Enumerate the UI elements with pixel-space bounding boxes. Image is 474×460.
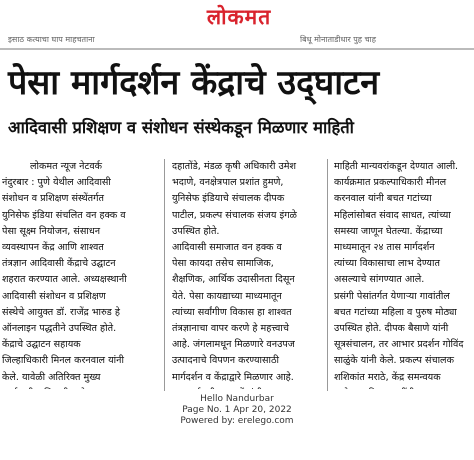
article-line: बचत गटांच्या महिला व पुरुष मोठ्या: [334, 306, 457, 318]
footer-powered-by: Powered by: erelego.com: [180, 416, 294, 426]
article-line: भदाणे, वनक्षेत्रपाल प्रशांत हुमणे,: [172, 177, 284, 189]
article-line: नंदुरबार : पुणे येथील आदिवासी: [2, 177, 111, 189]
article-line: तंत्रज्ञान आदिवासी केंद्राचे उद्घाटन: [2, 258, 116, 270]
article-line: युनिसेफ इंडिया संचलित वन हक्क व: [2, 209, 126, 221]
column-3-body: [334, 159, 474, 389]
article-line: शहरात करण्यात आले. अध्यक्षस्थानी: [2, 274, 127, 286]
article-line: आदिवासी संशोधन व प्रशिक्षण: [2, 290, 106, 302]
column-3: [334, 159, 474, 389]
article-line: आदिवासी समाजात वन हक्क व: [172, 242, 282, 254]
article-line: साळुंके यांनी केले. प्रकल्प संचालक: [334, 355, 454, 367]
subheadline: आदिवासी प्रशिक्षण व संशोधन संस्थेकडून मिळणार माहिती: [8, 118, 354, 137]
article-line: उपस्थित होते. दीपक बैसाणे यांनी: [334, 323, 449, 335]
article-line: त्यांच्या सर्वांगीण विकास हा शाश्वत: [172, 306, 292, 318]
top-divider: [0, 48, 474, 50]
article-line: दहातोंडे, मंडळ कृषी अधिकारी उमेश: [172, 161, 297, 172]
article-line: प्रसंगी पेसांतर्गत येणाऱ्या गावांतील: [334, 290, 450, 302]
article-line: त्यांच्या विकासाचा लाभ देण्यात: [334, 258, 440, 270]
article-line: करनवाल यांनी बचत गटांच्या: [334, 193, 432, 205]
article-line: माहिती मान्यवरांकडून देण्यात आली.: [334, 161, 459, 172]
page-footer: [0, 394, 474, 427]
top-strip: [0, 33, 474, 47]
column-divider: [327, 159, 328, 391]
column-divider: [164, 159, 165, 391]
article-line: तंत्रज्ञानाचा वापर करणे हे महत्त्वाचे: [172, 323, 289, 335]
column-1: [2, 159, 157, 389]
strip-text-left: इसाठ कत्याचा घाप माहचताना: [8, 35, 95, 44]
article-line: [334, 386, 474, 389]
article-line: असल्याचे सांगण्यात आले.: [334, 274, 425, 286]
article-line: पेसा कायदा तसेच सामाजिक,: [172, 258, 274, 270]
article-line: महिलांसोबत संवाद साधत, त्यांच्या: [334, 209, 451, 221]
strip-text-right: बिधू मोनाताडीधार पुह चाह: [300, 35, 376, 44]
headline: पेसा मार्गदर्शन केंद्राचे उद्‌घाटन: [8, 63, 380, 103]
article-line: केंद्राचे उद्घाटन सहायक: [2, 339, 81, 351]
article-line: शैक्षणिक, आर्थिक उदासीनता दिसून: [172, 274, 295, 286]
article-line: माध्यमातून २४ तास मार्गदर्शन: [334, 242, 435, 254]
column-1-body: [2, 175, 157, 389]
column-2: [172, 159, 317, 389]
article-line: संस्थेचे आयुक्त डॉ. राजेंद्र भारुड हे: [2, 306, 120, 318]
article-line: व्यवस्थापन केंद्र आणि शाश्वत: [2, 242, 104, 254]
article-line: उपस्थित होते.: [172, 225, 220, 237]
column-2-body: [172, 159, 317, 389]
masthead: [0, 0, 474, 32]
article-line: केले. यावेळी अतिरिक्त मुख्य: [2, 371, 101, 383]
article-line: येते. पेसा कायद्याच्या माध्यमातून: [172, 290, 282, 302]
article-line: [172, 386, 317, 389]
byline: लोकमत न्यूज नेटवर्क: [30, 161, 103, 172]
article-line: उत्पादनाचे विपणन करण्यासाठी: [172, 355, 280, 367]
article-line: संशोधन व प्रशिक्षण संस्थेंतर्गत: [2, 193, 104, 205]
article-line: युनिसेफ इंडियाचे संचालक दीपक: [172, 193, 285, 205]
article-line: कार्यक्रमात प्रकल्पाधिकारी मीनल: [334, 177, 447, 189]
article-line: मार्गदर्शन व केंद्राद्वारे मिळणार आहे.: [172, 371, 294, 383]
article-line: आहे. जंगलामधून मिळणारे वनउपज: [172, 339, 295, 351]
footer-page-date: Page No. 1 Apr 20, 2022: [182, 405, 292, 415]
article-line: ऑनलाइन पद्धतीने उपस्थित होते.: [2, 323, 117, 335]
article-line: जिल्हाधिकारी मिनल करनवाल यांनी: [2, 355, 124, 367]
footer-edition: Hello Nandurbar: [200, 394, 274, 404]
article-line: पेसा सूक्ष्म नियोजन, संसाधन: [2, 225, 101, 237]
article-line: सूत्रसंचालन, तर आभार प्रदर्शन गोविंद: [334, 339, 464, 351]
article-line: [2, 386, 157, 389]
newspaper-logo: लोकमत: [206, 5, 272, 29]
article-line: पाटील, प्रकल्प संचालक संजय इंगळे: [172, 209, 297, 221]
article-line: शशिकांत मराठे, केंद्र समन्वयक: [334, 371, 441, 383]
article-line: समस्या जाणून घेतल्या. केंद्राच्या: [334, 225, 443, 237]
